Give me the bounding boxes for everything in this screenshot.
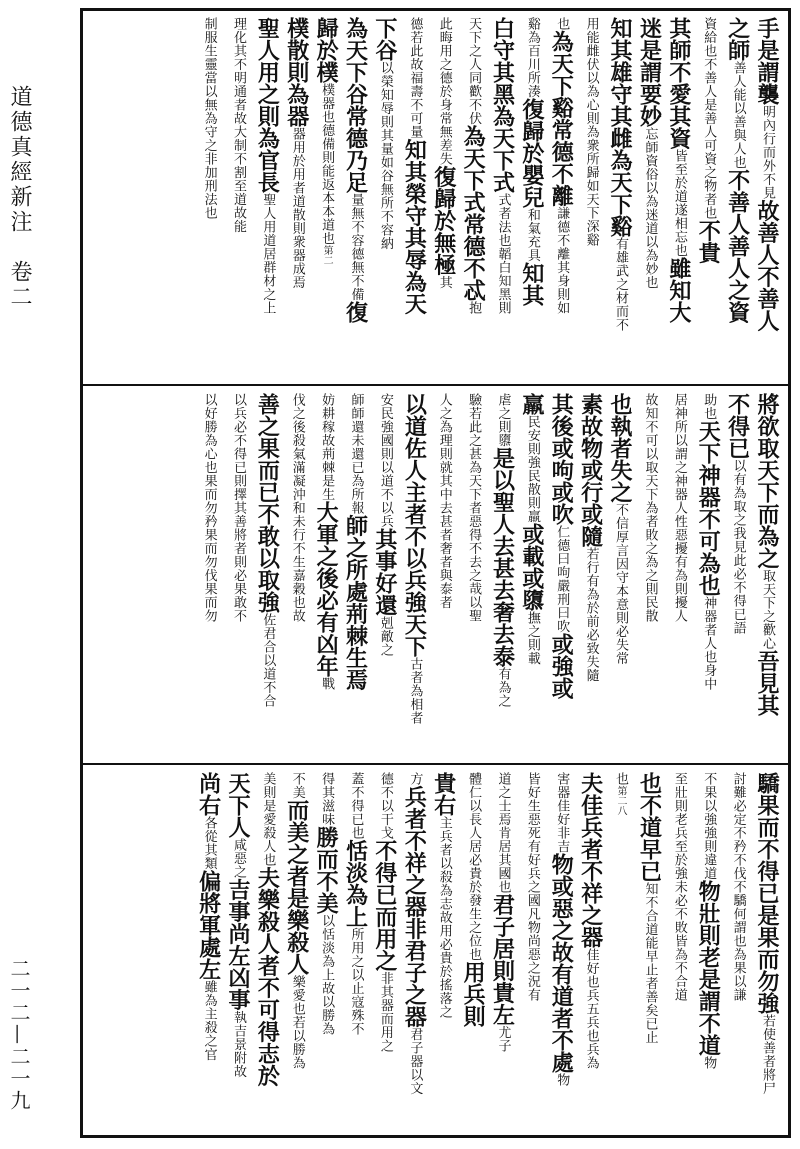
main-text: 天下人 (224, 772, 251, 838)
main-text: 其事好還 (371, 528, 398, 616)
text-column (753, 393, 782, 763)
commentary-text: 善人能以善與人也 (730, 61, 746, 169)
text-column (429, 17, 458, 384)
main-text: 手是謂襲 (754, 17, 780, 105)
commentary-text: 非其器而用之 (377, 971, 393, 1053)
text-column (253, 772, 282, 1135)
commentary-text: 伐之後殺氣滿凝沖和未行不生嘉穀也故 (289, 393, 305, 623)
commentary-text: 此晦用之德於身常無差失 (436, 17, 452, 166)
text-column (224, 17, 253, 384)
main-text: 知其榮守其辱為天 (401, 138, 428, 315)
main-text: 善之果而已不敢以取強 (254, 393, 281, 613)
commentary-text: 抱 (466, 301, 482, 315)
text-column (517, 393, 546, 763)
column-group (83, 766, 788, 1135)
text-column (371, 17, 400, 384)
main-text: 恬淡為上 (342, 839, 369, 928)
commentary-text: 其 (436, 275, 452, 289)
text-column (224, 772, 253, 1135)
text-column (547, 772, 576, 1135)
text-column (664, 772, 693, 1135)
text-frame (80, 8, 791, 1138)
commentary-text: 主兵者以殺為志故用必貴於搖落之 (436, 816, 452, 1019)
text-column (312, 393, 341, 763)
text-column (664, 393, 693, 763)
text-column (576, 393, 605, 763)
commentary-text: 制服生靈當以無為守之非加刑法也 (201, 17, 217, 220)
commentary-text: 執吉景附 (230, 1010, 246, 1065)
main-text: 下谷 (371, 17, 398, 61)
register-middle (83, 387, 788, 763)
text-column (341, 393, 370, 763)
commentary-text: 民安則強民散則羸 (524, 415, 540, 523)
commentary-text: 不信厚言因守本意則必失常 (613, 503, 629, 665)
commentary-text: 虐之則隳 (495, 393, 511, 447)
text-column (253, 393, 282, 763)
commentary-text: 尤子 (495, 1025, 511, 1053)
text-column (664, 17, 693, 384)
commentary-text: 器用於用者道散則衆器成焉 (289, 127, 305, 289)
text-column (635, 393, 664, 763)
text-column (400, 393, 429, 763)
commentary-text: 資給也不善人是善人可資之物者也 (701, 17, 717, 220)
commentary-text: 佳好也兵五兵也兵為 (583, 948, 599, 1070)
text-column (694, 17, 723, 384)
commentary-text: 撫之則載 (524, 611, 540, 665)
main-text: 羸 (518, 393, 545, 415)
commentary-text: 量無不容德無不備 (348, 193, 364, 301)
column-group (83, 11, 788, 384)
main-text: 以道佐人主者不以兵強天下 (401, 393, 428, 657)
folio-mark: 八 (615, 805, 627, 816)
main-text: 為天下式常德不忒 (460, 125, 487, 301)
commentary-text: 各從其類 (201, 816, 217, 870)
main-text: 物壯則老是謂不道 (695, 880, 722, 1056)
text-column (488, 772, 517, 1135)
text-column (635, 17, 664, 384)
main-text: 不得已 (724, 393, 751, 459)
commentary-text: 知不合道能早止者善矣已止 (642, 882, 658, 1044)
main-text: 夫佳兵者不祥之器 (577, 772, 604, 948)
main-text: 其後或呴或吹 (548, 393, 575, 525)
commentary-text: 樂愛也若以勝為 (289, 975, 305, 1070)
main-text: 知其 (518, 262, 545, 306)
main-text: 復 (342, 301, 369, 323)
commentary-text: 若行有為於前必致失隨 (583, 547, 599, 682)
commentary-text: 討難必定不矜不伐不驕何謂也為果以謙 (730, 772, 746, 1002)
main-text: 故善人不善人 (754, 199, 780, 332)
main-text: 驕果而不得已是果而勿強 (754, 772, 780, 1014)
commentary-text: 皆至於道遂相忘也 (671, 149, 687, 257)
commentary-text: 德若此故福壽不可量 (407, 17, 423, 139)
commentary-text: 也 (613, 772, 629, 786)
text-column (312, 772, 341, 1135)
margin-book-title: 道德真經新注 卷二 (7, 85, 32, 310)
main-text: 大軍之後必有凶年 (313, 501, 340, 677)
commentary-text: 安民強國則以道不以兵 (377, 393, 393, 528)
commentary-text: 若使善者將尸 (760, 1014, 775, 1095)
text-column (723, 772, 752, 1135)
text-column (606, 772, 635, 1135)
main-text: 或載或隳 (518, 523, 545, 611)
commentary-text: 故 (230, 1064, 246, 1078)
commentary-text: 方 (407, 772, 423, 786)
main-text: 師之所處荊棘生焉 (342, 514, 369, 691)
text-column (459, 17, 488, 384)
main-text: 將欲取天下而為之 (754, 393, 780, 569)
text-column (635, 772, 664, 1135)
commentary-text: 取天下之歡心 (760, 569, 775, 650)
commentary-text: 式者法也韜白知黑則 (495, 193, 511, 315)
commentary-text: 咸惡之 (230, 838, 246, 879)
main-text: 為天下谿常德不離 (548, 30, 575, 207)
commentary-text: 居神所以謂之神器人性惡擾有為則擾人 (671, 393, 687, 623)
commentary-text: 害器佳好非吉 (554, 772, 570, 853)
text-column (282, 17, 311, 384)
commentary-text: 不美 (289, 772, 305, 799)
text-column (606, 17, 635, 384)
main-text: 兵者不祥之器非君子之器 (401, 785, 428, 1028)
text-column (429, 772, 458, 1135)
commentary-text: 以有為取之我見此必不得已語 (730, 459, 746, 635)
text-column (488, 17, 517, 384)
text-column (282, 772, 311, 1135)
commentary-text: 以好勝為心也果而勿矜果而勿伐果而勿 (201, 393, 217, 623)
main-text: 雖知大 (665, 257, 692, 323)
commentary-text: 有雄武之材而不 (613, 237, 629, 332)
commentary-text: 得其滋味 (319, 772, 335, 826)
commentary-text: 以榮知辱則其量如谷無所不容納 (377, 61, 393, 250)
text-column (753, 772, 782, 1135)
main-text: 聖人用之則為官長 (254, 17, 281, 193)
commentary-text: 人之為理則就其中去甚者奢者與泰者 (436, 393, 452, 609)
text-column (429, 393, 458, 763)
column-group (83, 387, 788, 763)
text-column (606, 393, 635, 763)
main-text: 吉事尚左凶事 (224, 878, 251, 1011)
commentary-text: 樸器也德備則能返本本道也 (319, 83, 335, 245)
text-column (723, 17, 752, 384)
main-text: 偏將軍處左 (195, 870, 222, 980)
commentary-text: 忘師資俗以為迷道以為妙也 (642, 127, 658, 289)
text-column (194, 17, 223, 384)
register-divider (83, 763, 788, 765)
text-column (341, 17, 370, 384)
text-column (576, 17, 605, 384)
commentary-text: 用能雌伏以為心則為衆所歸如天下深谿 (583, 17, 599, 247)
text-column (194, 772, 223, 1135)
main-text: 迷是謂要妙 (636, 17, 663, 127)
commentary-text: 明內行而外不見 (760, 105, 775, 200)
main-text: 天下神器不可為也 (695, 420, 722, 596)
main-text: 是以聖人去甚去奢去泰 (489, 447, 516, 667)
text-column (547, 393, 576, 763)
commentary-text: 美則是愛殺人也 (260, 772, 276, 867)
text-column (253, 17, 282, 384)
main-text: 君子居則貴左 (489, 893, 516, 1026)
text-column (723, 393, 752, 763)
text-column (194, 393, 223, 763)
commentary-text: 古者為相者 (407, 657, 423, 725)
main-text: 白守其黑為天下式 (489, 17, 516, 193)
commentary-text: 谿為百川所湊 (524, 17, 540, 98)
commentary-text: 所用之以止寇殊不 (348, 927, 364, 1036)
text-column (459, 393, 488, 763)
commentary-text: 師師還未還已為所報 (348, 393, 364, 515)
main-text: 不善人善人之資 (724, 169, 751, 323)
commentary-text: 有為之 (495, 667, 511, 708)
main-text: 不得已而用之 (371, 839, 398, 972)
text-column (488, 393, 517, 763)
main-text: 夫樂殺人者不可得志於 (254, 866, 281, 1087)
text-column (547, 17, 576, 384)
main-text: 不貴 (695, 219, 722, 264)
text-column (312, 17, 341, 384)
main-text: 尚右 (195, 772, 222, 816)
text-column (459, 772, 488, 1135)
commentary-text: 也 (554, 17, 570, 31)
commentary-text: 神器者人也身中 (701, 596, 717, 691)
margin-page-number: 二一二—二一九 (7, 958, 31, 1112)
register-top (83, 11, 788, 384)
main-text: 用兵則 (460, 961, 487, 1027)
main-text: 歸於樸 (313, 17, 340, 83)
commentary-text: 和氣充具 (524, 208, 540, 262)
main-text: 復歸於無極 (430, 165, 457, 276)
main-text: 而美之者是樂殺人 (283, 799, 310, 975)
main-text: 樸散則為器 (283, 17, 310, 127)
commentary-text: 以兵必不得已則擇其善將者則必果敢不 (230, 393, 246, 623)
main-text: 物或惡之故有道者不處 (548, 853, 575, 1073)
main-text: 素故物或行或隨 (577, 393, 604, 547)
text-column (753, 17, 782, 384)
commentary-text: 妨耕稼故荊棘是生 (319, 393, 335, 501)
main-text: 復歸於嬰兒 (518, 98, 545, 208)
register-bottom (83, 766, 788, 1135)
text-column (517, 772, 546, 1135)
commentary-text: 天下之人同歡不伏 (466, 17, 482, 125)
main-text: 為天下谷常德乃足 (342, 17, 369, 193)
text-column (224, 393, 253, 763)
commentary-text: 德不以干戈 (377, 772, 393, 840)
commentary-text: 謙德不離其身則如 (554, 206, 570, 315)
main-text: 也不道早已 (636, 772, 663, 882)
commentary-text: 雖為主殺之官 (201, 980, 217, 1061)
main-text: 知其雄守其雌為天下谿 (607, 17, 634, 237)
main-text: 貴右 (430, 772, 457, 816)
commentary-text: 理化其不明通者故大制不割 (230, 17, 246, 179)
commentary-text: 以恬淡為上故以勝為 (319, 914, 335, 1036)
commentary-text: 皆好生惡死有好兵之國凡物尚惡之況有 (524, 772, 540, 1002)
commentary-text: 佐君合以道不合 (260, 613, 276, 708)
commentary-text: 聖人用道居群材之上 (260, 193, 276, 315)
commentary-text: 故知不可以取天下為者敗之為之則民散 (642, 393, 658, 623)
text-column (694, 772, 723, 1135)
text-column (341, 772, 370, 1135)
commentary-text: 戰 (319, 677, 335, 691)
text-column (400, 17, 429, 384)
text-column (517, 17, 546, 384)
commentary-text: 物 (554, 1073, 570, 1087)
commentary-text: 君子器以文 (407, 1027, 423, 1095)
main-text: 之師 (724, 17, 751, 61)
commentary-text: 至道故能 (230, 179, 246, 233)
text-column (282, 393, 311, 763)
commentary-text: 至壯則老兵至於強未必不敗皆為不合道 (671, 772, 687, 1002)
main-text: 吾見其 (754, 650, 780, 716)
commentary-text: 蓋不得已也 (348, 772, 364, 840)
commentary-text: 仁德曰呴嚴刑曰吹 (554, 525, 570, 633)
folio-mark: 第二 (615, 785, 627, 806)
folio-mark: 第二 (321, 245, 333, 265)
main-text: 或強或 (548, 633, 575, 699)
commentary-text: 體仁以長人居必貴於發生之位也 (466, 772, 482, 961)
register-divider (83, 384, 788, 386)
commentary-text: 驗若此之甚為天下者惡得不去之哉以聖 (466, 393, 482, 623)
main-text: 也執者失之 (607, 393, 634, 503)
text-column (576, 772, 605, 1135)
commentary-text: 物 (701, 1056, 717, 1070)
commentary-text: 不果以強強則違道 (701, 772, 717, 880)
main-text: 其師不愛其資 (665, 17, 692, 149)
text-column (371, 393, 400, 763)
text-column (400, 772, 429, 1135)
text-column (694, 393, 723, 763)
commentary-text: 剋敵之 (377, 616, 393, 657)
commentary-text: 助也 (701, 393, 717, 420)
main-text: 勝而不美 (313, 826, 340, 914)
text-column (371, 772, 400, 1135)
commentary-text: 道之士焉肯居其國也 (495, 772, 511, 894)
